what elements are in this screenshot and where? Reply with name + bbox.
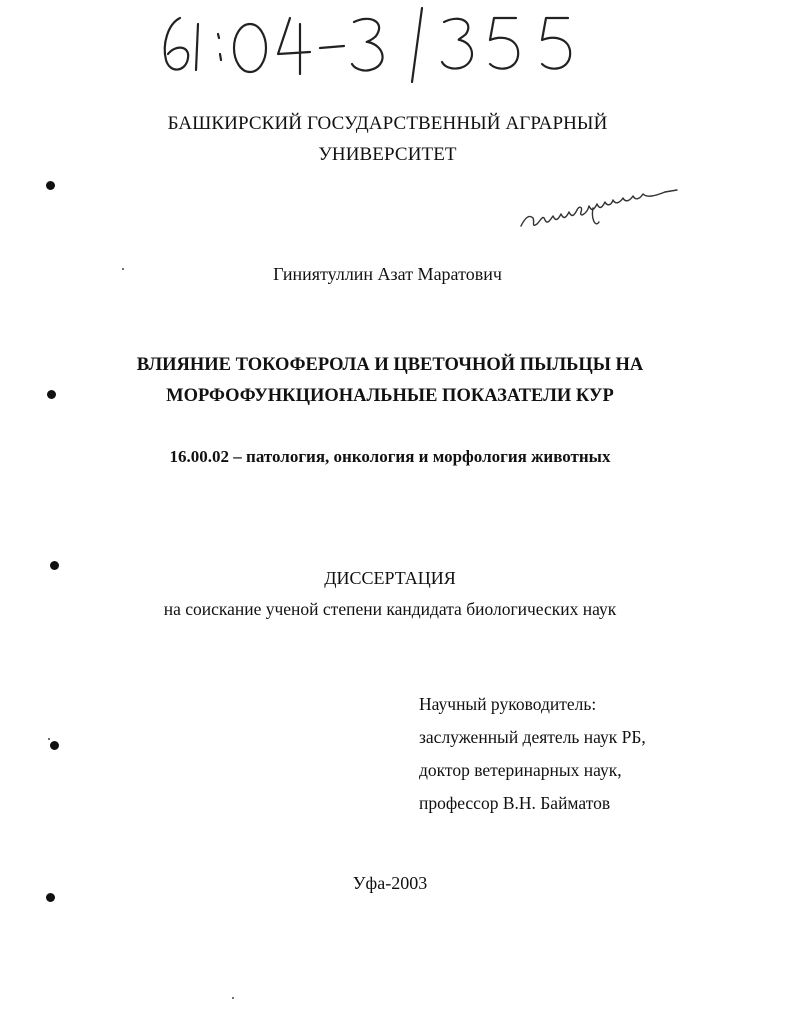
punch-hole: [46, 181, 55, 190]
handwritten-signature: [515, 178, 685, 238]
degree-sought: на соискание ученой степени кандидата биологических наук: [163, 599, 617, 619]
specialty-code: 16.00.02 – патология, онкология и морфология животных: [169, 447, 611, 466]
document-type: ДИССЕРТАЦИЯ: [324, 568, 456, 588]
supervisor-title-2: доктор ветеринарных наук,: [419, 760, 622, 780]
scan-speck: [48, 738, 50, 740]
university-line-2: УНИВЕРСИТЕТ: [318, 144, 457, 165]
dissertation-title: [0, 350, 780, 412]
scan-speck: [122, 268, 124, 270]
supervisor-title-1: заслуженный деятель наук РБ,: [419, 727, 646, 747]
university-line-1: БАШКИРСКИЙ ГОСУДАРСТВЕННЫЙ АГРАРНЫЙ: [167, 113, 608, 134]
punch-hole: [46, 893, 55, 902]
supervisor-label: Научный руководитель:: [419, 694, 597, 714]
punch-hole: [50, 741, 59, 750]
author-name: Гиниятуллин Азат Маратович: [273, 264, 502, 284]
handwritten-archive-code: [150, 4, 590, 84]
title-line-2: МОРФОФУНКЦИОНАЛЬНЫЕ ПОКАЗАТЕЛИ КУР: [166, 386, 614, 406]
punch-hole: [47, 390, 56, 399]
city-year: Уфа-2003: [352, 873, 428, 893]
supervisor-name: профессор В.Н. Байматов: [419, 793, 611, 813]
punch-hole: [50, 561, 59, 570]
university-header: [0, 108, 775, 170]
supervisor-block: [419, 688, 779, 820]
title-line-1: ВЛИЯНИЕ ТОКОФЕРОЛА И ЦВЕТОЧНОЙ ПЫЛЬЦЫ НА: [136, 355, 644, 375]
scan-speck: [232, 997, 234, 999]
